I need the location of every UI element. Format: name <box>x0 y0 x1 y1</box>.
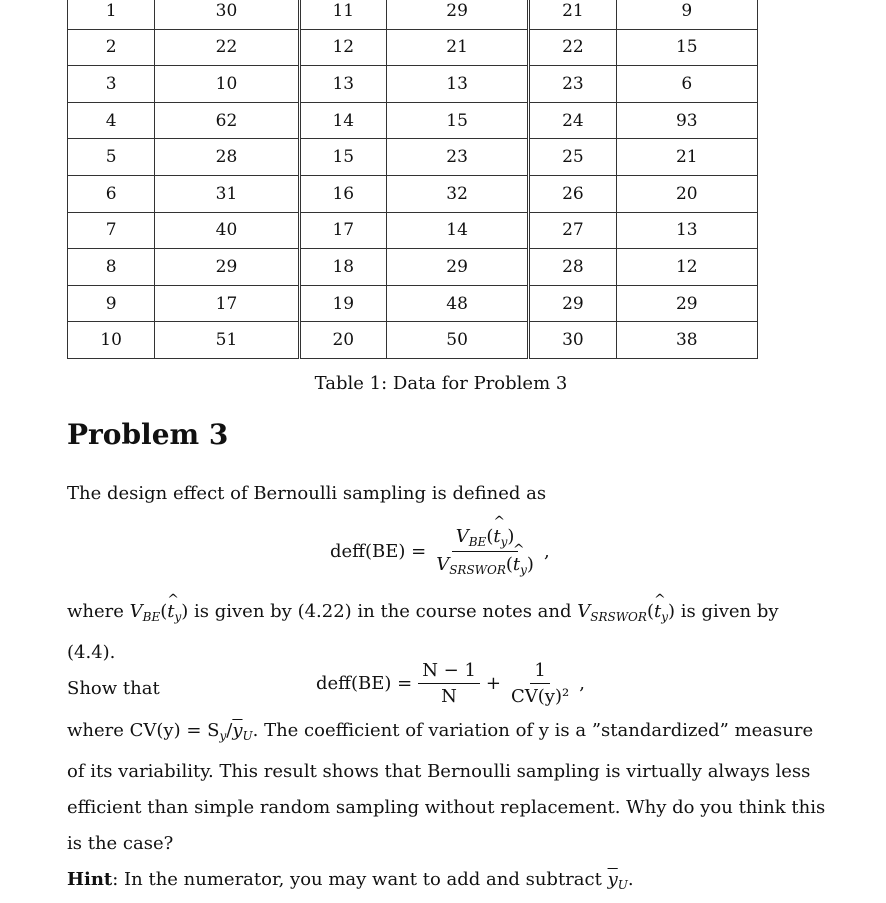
table-cell: 32 <box>386 175 528 212</box>
table-cell: 2 <box>68 29 155 66</box>
table-cell: 29 <box>386 249 528 286</box>
table-cell: 38 <box>616 322 757 359</box>
table-cell: 25 <box>529 139 616 176</box>
table-cell: 17 <box>299 212 386 249</box>
table-caption: Table 1: Data for Problem 3 <box>314 373 568 394</box>
table-cell: 1 <box>68 0 155 29</box>
table-cell: 29 <box>616 285 757 322</box>
coefficient-of-variation-paragraph: where $CV(y) = S_y/\overline{y}_U$. The coefficient of variation of y is a ”standardized” measure of its variability. This result shows that Bernoulli sampling is virtually always less efficient than simple random sampling without replacement. Why do you think this is the case? Hint: In the numerator, you may want to add and subtract $\overline{y}_U$. <box>67 720 826 892</box>
table-cell: 20 <box>616 175 757 212</box>
table-cell: 21 <box>616 139 757 176</box>
data-table <box>67 0 758 359</box>
table-cell: 12 <box>616 249 757 286</box>
table-cell: 19 <box>299 285 386 322</box>
table-cell: 3 <box>68 66 155 103</box>
table-row <box>68 139 758 176</box>
table-cell: 20 <box>299 322 386 359</box>
table-cell: 93 <box>616 102 757 139</box>
table-row <box>68 66 758 103</box>
table-row <box>68 0 758 29</box>
table-cell: 8 <box>68 249 155 286</box>
table-row <box>68 212 758 249</box>
table-cell: 7 <box>68 212 155 249</box>
table-row <box>68 322 758 359</box>
table-cell: 12 <box>299 29 386 66</box>
table-cell: 48 <box>386 285 528 322</box>
table-cell: 23 <box>529 66 616 103</box>
table-cell: 62 <box>155 102 299 139</box>
table-cell: 11 <box>299 0 386 29</box>
table-cell: 5 <box>68 139 155 176</box>
table-cell: 6 <box>616 66 757 103</box>
table-cell: 14 <box>386 212 528 249</box>
table-cell: 24 <box>529 102 616 139</box>
table-cell: 15 <box>299 139 386 176</box>
table-cell: 16 <box>299 175 386 212</box>
table-cell: 28 <box>155 139 299 176</box>
table-cell: 4 <box>68 102 155 139</box>
table-cell: 23 <box>386 139 528 176</box>
table-cell: 10 <box>68 322 155 359</box>
table-row <box>68 175 758 212</box>
table-cell: 21 <box>529 0 616 29</box>
table-cell: 30 <box>155 0 299 29</box>
table-cell: 22 <box>529 29 616 66</box>
table-row <box>68 29 758 66</box>
table-cell: 14 <box>299 102 386 139</box>
table-cell: 31 <box>155 175 299 212</box>
table-cell: 9 <box>68 285 155 322</box>
table-row <box>68 102 758 139</box>
table-cell: 29 <box>386 0 528 29</box>
table-cell: 15 <box>386 102 528 139</box>
table-cell: 18 <box>299 249 386 286</box>
table-cell: 22 <box>155 29 299 66</box>
table-cell: 15 <box>616 29 757 66</box>
table-cell: 27 <box>529 212 616 249</box>
table-cell: 28 <box>529 249 616 286</box>
table-cell: 13 <box>299 66 386 103</box>
table-cell: 21 <box>386 29 528 66</box>
table-cell: 13 <box>386 66 528 103</box>
table-cell: 26 <box>529 175 616 212</box>
problem-intro: The design effect of Bernoulli sampling is defined as <box>67 483 547 504</box>
table-cell: 29 <box>529 285 616 322</box>
deff-result-equation: deff(BE) = $\frac{N - 1}{N}$ + $\frac{1}{\text{CV(y)²}}$ , <box>316 660 585 707</box>
table-cell: 17 <box>155 285 299 322</box>
deff-definition-equation: deff(BE) = $\frac{V_{BE}(\^{} t_y)}{V_{SRSWOR}(\^{} t_y)}$ , <box>330 526 550 577</box>
data-table-container <box>67 0 758 359</box>
table-row <box>68 285 758 322</box>
table-cell: 6 <box>68 175 155 212</box>
table-cell: 9 <box>616 0 757 29</box>
table-cell: 40 <box>155 212 299 249</box>
table-cell: 50 <box>386 322 528 359</box>
table-cell: 29 <box>155 249 299 286</box>
table-cell: 13 <box>616 212 757 249</box>
table-cell: 30 <box>529 322 616 359</box>
table-cell: 10 <box>155 66 299 103</box>
table-row <box>68 249 758 286</box>
problem-title: Problem 3 <box>67 418 229 451</box>
table-cell: 51 <box>155 322 299 359</box>
where-variance-paragraph: where $V_{BE}(\^{}$ $t_y$) is given by (4.22) in the course notes and $V_{SRSWOR}(\^{}$ $t_y$) is given by (4.4). Show that <box>67 594 827 707</box>
